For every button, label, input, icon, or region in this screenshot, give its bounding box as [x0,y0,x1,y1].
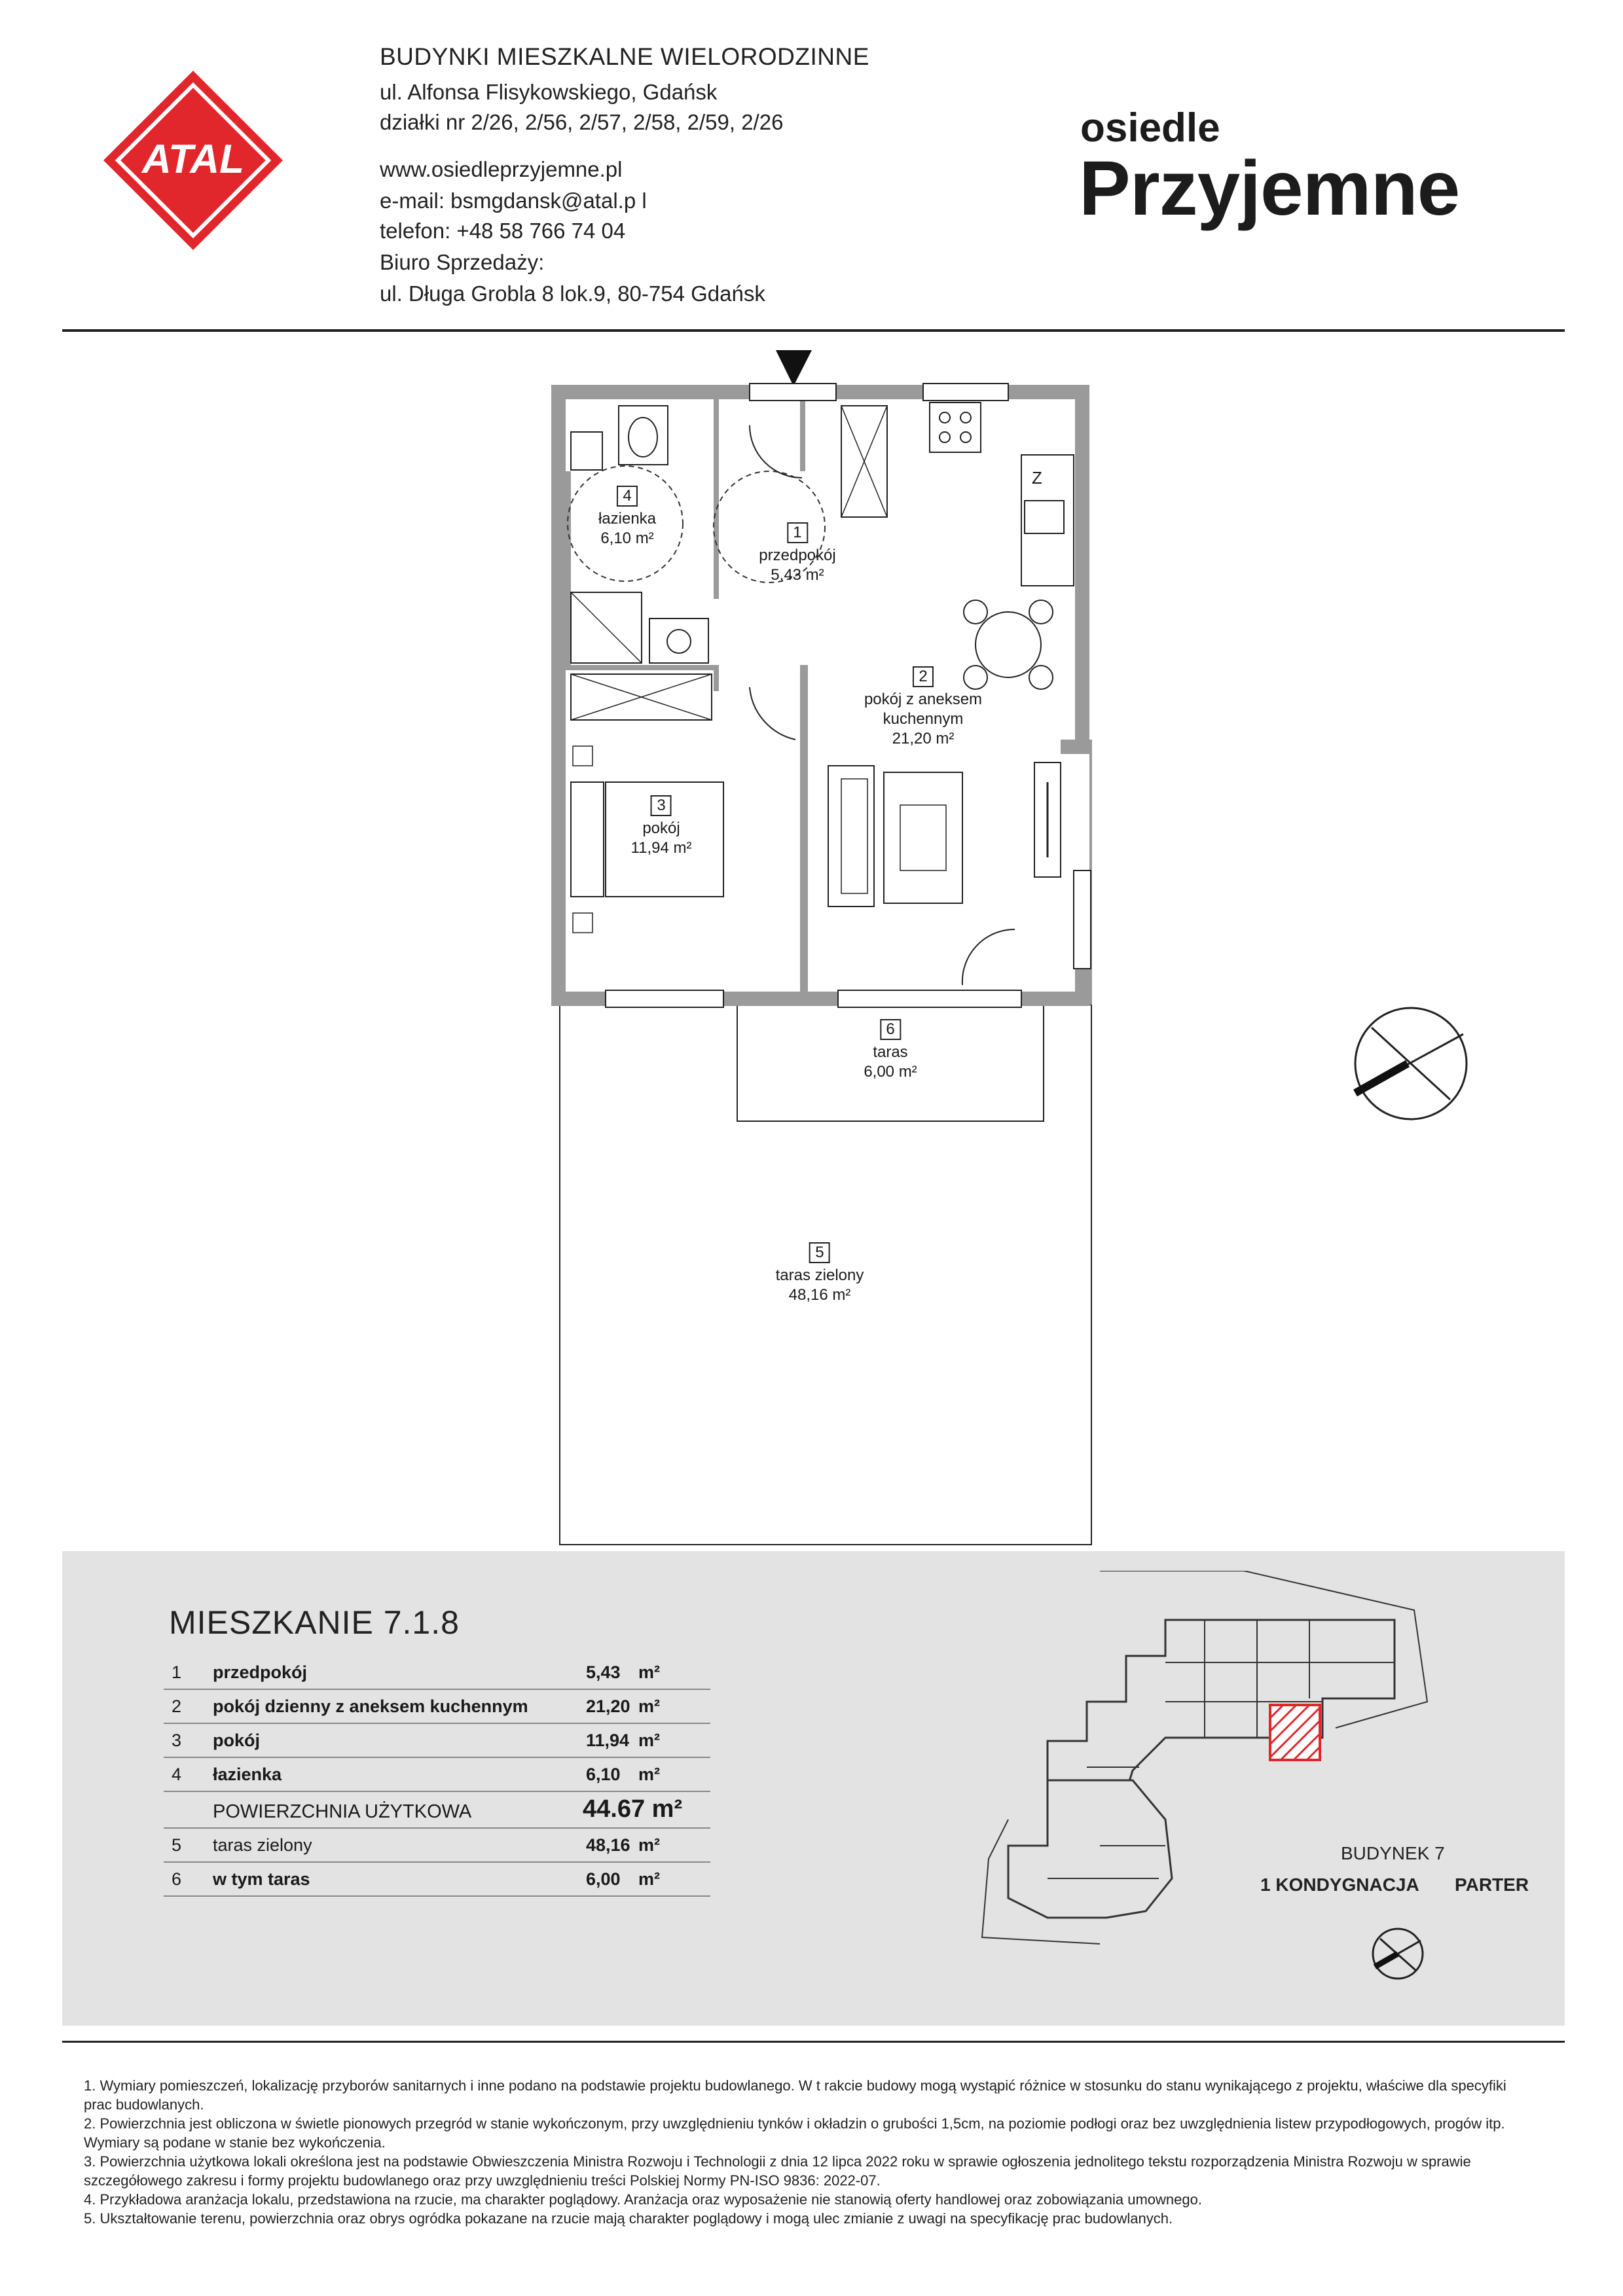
building-key-plan [969,1571,1440,1964]
apartment-title: MIESZKANIE 7.1.8 [169,1604,460,1641]
room-label-6: 6 taras 6,00 m² [864,1020,917,1081]
area-row-6: 6 w tym taras 6,00 m² [164,1863,710,1897]
footnote-4: 4. Przykładowa aranżacja lokalu, przedstawiona na rzucie, ma charakter poglądowy. Aranżacja oraz wyposażenie nie stanowią oferty handlowej oraz zobowiązania umownego. [84,2191,1202,2208]
stove-icon [930,403,981,452]
panel-divider [62,2041,1565,2043]
footnote-2: 2. Powierzchnia jest obliczona w świetle pionowych przegród w stanie wykończonym, przy uwzględnieniu tynków i okładzin o grubości 1,5cm, na poziomie podłogi oraz bez uwzględnienia listew przypodłogowych, progów itp. Wymiary są podane w stanie bez wykończenia. [84,2115,1505,2151]
floor-label: 1 KONDYGNACJA [1260,1874,1419,1895]
room-label-1: 1 przedpokój 5,43 m² [759,524,836,584]
footnotes [84,2076,1537,2228]
header-phone: telefon: +48 58 766 74 04 [380,219,626,243]
entrance-arrow-icon [776,350,812,386]
header-office-label: Biuro Sprzedaży: [380,250,545,274]
atal-logo-text: ATAL [141,137,245,182]
sink-icon [649,619,708,663]
header-email[interactable]: e-mail: bsmgdansk@atal.p l [380,188,647,213]
header-title: BUDYNKI MIESZKALNE WIELORODZINNE [380,43,869,70]
footnote-1: 1. Wymiary pomieszczeń, lokalizację przyborów sanitarnych i inne podano na podstawie projektu budowlanego. W t rakcie budowy mogą wystąpić różnice w stosunku do stanu wynikającego z projektu, właściwe dla specyfiki prac budowlanych. [84,2077,1506,2113]
dining-table-icon [976,612,1041,677]
washing-machine-icon [571,432,602,470]
brand-big: Przyjemne [1079,145,1460,232]
area-row-1: 1 przedpokój 5,43 m² [164,1656,710,1690]
brand-small: osiedle [1080,105,1220,151]
level-label: PARTER [1455,1874,1529,1895]
small-compass-icon [1368,1924,1427,1983]
area-row-4: 4 łazienka 6,10 m² [164,1758,710,1792]
building-label: BUDYNEK 7 [1341,1843,1445,1863]
footnote-3: 3. Powierzchnia użytkowa lokali określona jest na podstawie Obwieszczenia Ministra Rozwoju i Technologii z dnia 12 lipca 2022 roku w sprawie ogłoszenia jednolitego tekstu rozporządzenia Ministra Rozwoju w sprawie szczegółowego zakresu i formy projektu budowlanego oraz przy uwzględnieniu treści Polskiej Normy PN-ISO 9836: 2022-07. [84,2153,1471,2189]
room-label-2: 2 pokój z aneksem kuchennym 21,20 m² [864,668,983,747]
kitchen-sink-icon [1025,501,1064,533]
room-label-3: 3 pokój 11,94 m² [630,797,692,857]
total-area-row: POWIERZCHNIA UŻYTKOWA 44.67 m² [164,1792,710,1829]
header-office-address: ul. Długa Grobla 8 lok.9, 80-754 Gdańsk [380,281,765,306]
header-street: ul. Alfonsa Flisykowskiego, Gdańsk [380,80,718,104]
fridge-label: Z [1032,468,1042,488]
header-plots: działki nr 2/26, 2/56, 2/57, 2/58, 2/59, 2/26 [380,110,784,134]
room-label-4: 4 łazienka 6,10 m² [598,487,657,547]
header-website[interactable]: www.osiedleprzyjemne.pl [380,157,623,181]
compass-icon [1355,1008,1467,1119]
area-row-2: 2 pokój dzienny z aneksem kuchennym 21,20 m² [164,1690,710,1724]
footnote-5: 5. Ukształtowanie terenu, powierzchnia oraz obrys ogródka pokazane na rzucie mają charakter poglądowy i mogą ulec zmianie z uwagi na specyfikację prac budowlanych. [84,2210,1173,2227]
area-row-5: 5 taras zielony 48,16 m² [164,1829,710,1863]
room-label-5: 5 taras zielony 48,16 m² [775,1244,864,1304]
area-row-3: 3 pokój 11,94 m² [164,1724,710,1758]
